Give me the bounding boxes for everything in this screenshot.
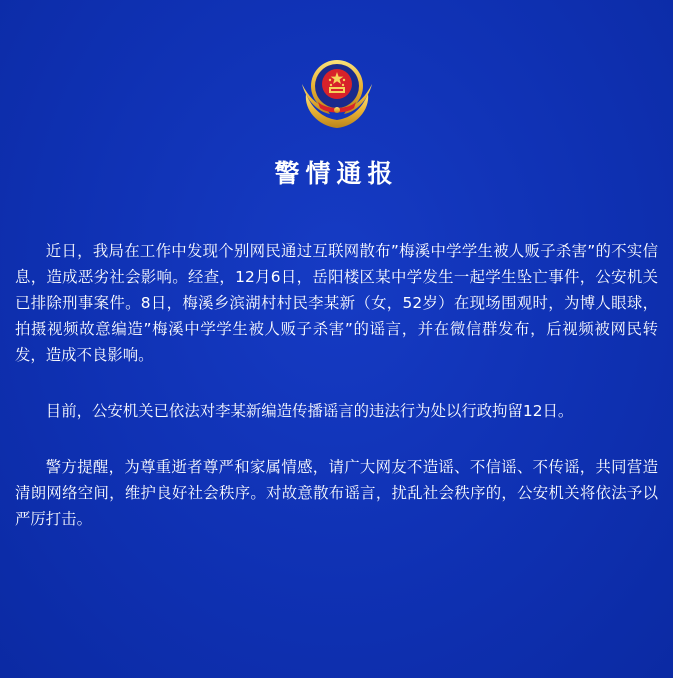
page-title: 警情通报 (274, 159, 399, 188)
police-emblem-icon (296, 50, 378, 132)
paragraph-reminder: 警方提醒，为尊重逝者尊严和家属情感，请广大网友不造谣、不信谣、不传谣，共同营造清朗网络空间，维护良好社会秩序。对故意散布谣言，扰乱社会秩序的，公安机关将依法予以严厉打击。 (15, 458, 658, 528)
paragraph-penalty: 目前，公安机关已依法对李某新编造传播谣言的违法行为处以行政拘留12日。 (45, 402, 574, 420)
notice-body (15, 238, 658, 562)
paragraph-incident: 近日，我局在工作中发现个别网民通过互联网散布”梅溪中学学生被人贩子杀害”的不实信息，造成恶劣社会影响。经查，12月6日，岳阳楼区某中学发生一起学生坠亡事件，公安机关已排除刑事案件。8日，梅溪乡滨湖村村民李某新（女，52岁）在现场围观时，为博人眼球，拍摄视频故意编造”梅溪中学学生被人贩子杀害”的谣言，并在微信群发布，后视频被网民转发，造成不良影响。 (15, 242, 658, 364)
